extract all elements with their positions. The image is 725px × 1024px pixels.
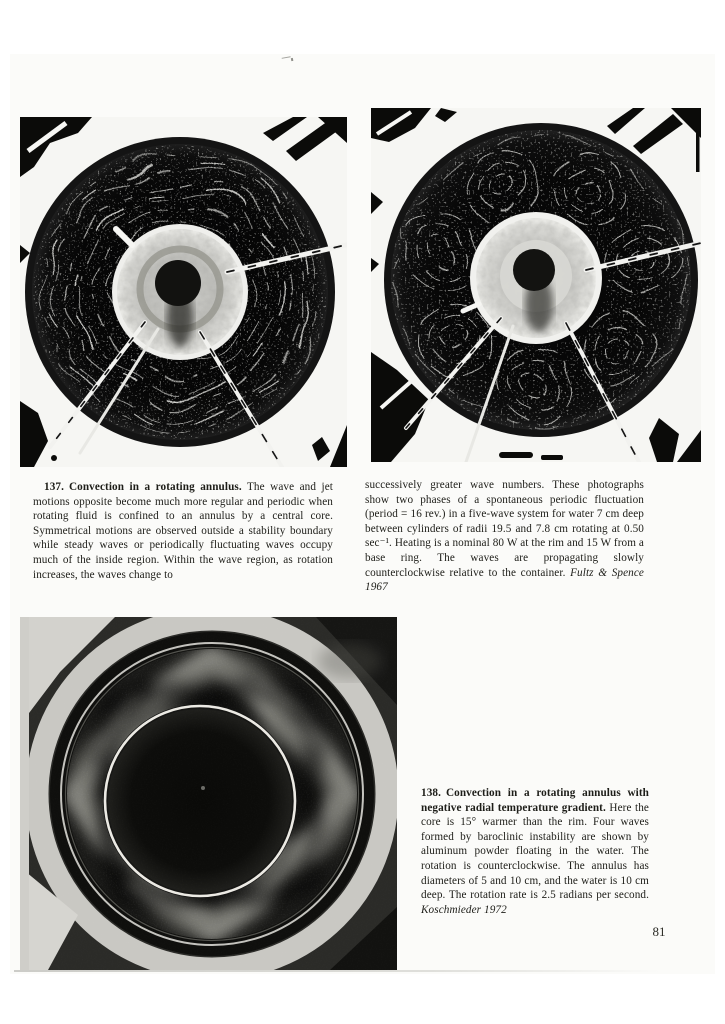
figure-137-caption-column-right xyxy=(365,478,644,595)
baroclinic-annulus-photo xyxy=(20,617,397,970)
figure-138-caption xyxy=(421,786,649,917)
center-keyhole xyxy=(513,249,555,291)
figure-137-caption-text-right: successively greater wave numbers. These photographs show two phases of a spontaneous periodic fluctuation (period = 16 rev.) in a five-wave system for water 7 cm deep between cylinders of radii 19.5 and 7.8 cm rotating at 0.50 sec⁻¹. Heating is a nominal 80 W at the rim and 15 W from a base ring. The waves are propagating slowly counterclockwise relative to the container. xyxy=(365,479,644,579)
figure-138-caption-text: Here the core is 15° warmer than the rim. Four waves formed by baroclinic instability are shown by aluminum powder floating in the water. The rotation is counterclockwise. The annulus has diameters of 5 and 10 cm, and the water is 10 cm deep. The rotation rate is 2.5 radians per second. xyxy=(421,801,649,902)
figure-137-caption-column-left xyxy=(33,480,333,582)
figure-138-number: 138. xyxy=(421,787,441,799)
page-edge-shadow xyxy=(14,970,660,972)
figure-137-credit: Fultz & Spence 1967 xyxy=(365,566,644,594)
figure-138-title: Convection in a rotating annulus with negative radial temperature gradient. xyxy=(421,787,649,814)
figure-137-photo-phase2 xyxy=(371,108,701,462)
figure-138-credit: Koschmieder 1972 xyxy=(421,903,507,916)
figure-137-caption-text-left: The wave and jet motions opposite become much more regular and periodic when rotating fluid is confined to an annulus by a central core. Symmetrical motions are observed outside a stability boundary while steady waves or periodically fluctuating waves occupy much of the inside region. Within the wave region, as rotation increases, the waves change to xyxy=(33,481,333,581)
figure-138-photo xyxy=(20,617,397,970)
rotating-annulus-photo-1 xyxy=(20,117,347,467)
figure-137-number: 137. xyxy=(44,481,64,493)
rotating-annulus-photo-2 xyxy=(371,108,701,462)
center-keyhole xyxy=(155,260,201,306)
figure-137-photo-phase1 xyxy=(20,117,347,467)
page-number: 81 xyxy=(652,924,666,939)
figure-137-title: Convection in a rotating annulus. xyxy=(68,481,242,493)
